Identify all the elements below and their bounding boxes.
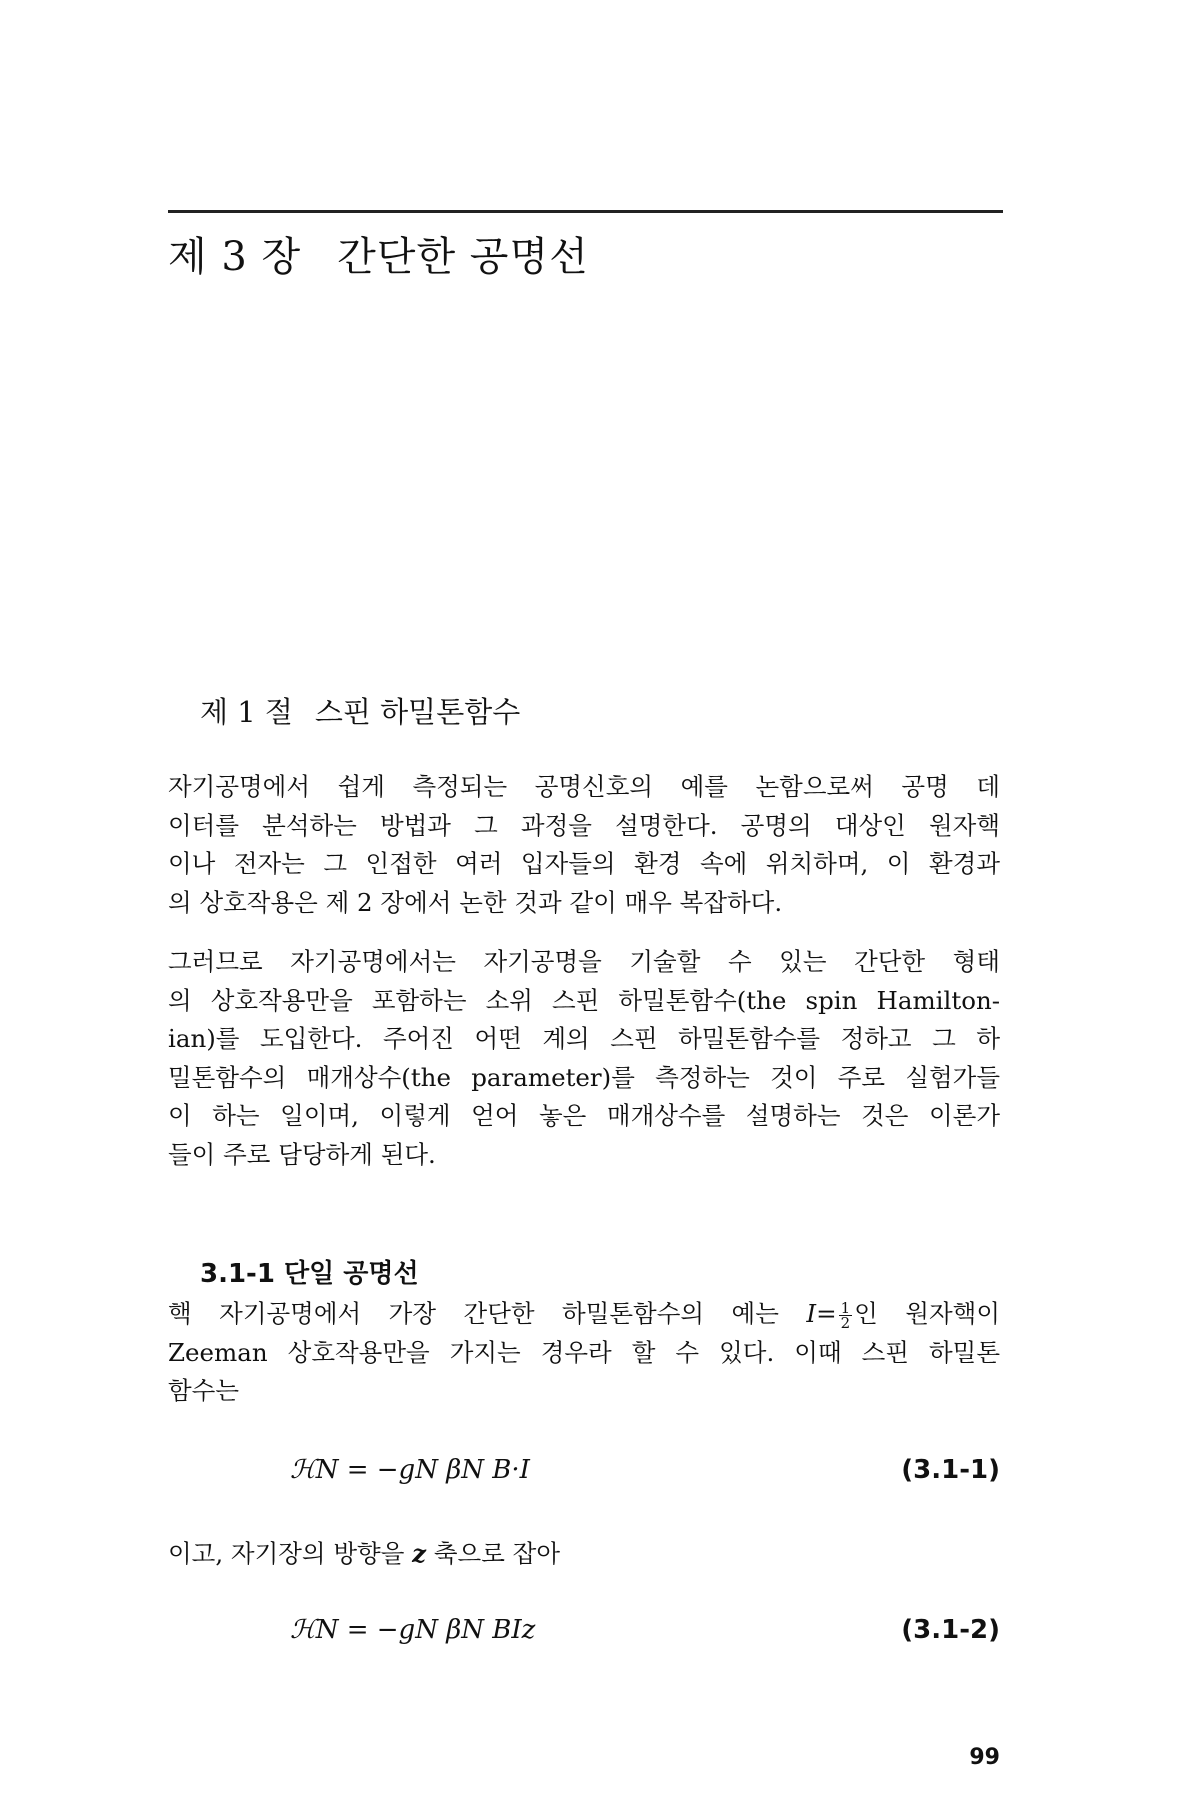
page-number: 99 <box>969 1745 1000 1770</box>
connecting-text <box>168 1535 560 1570</box>
paragraph-spin-hamiltonian <box>168 943 1000 1174</box>
section-title: 스핀 하밀톤함수 <box>314 695 521 729</box>
text-line: 이터를 분석하는 방법과 그 과정을 설명한다. 공명의 대상인 원자핵 <box>168 810 1000 840</box>
section-number: 제 1 절 <box>200 695 293 729</box>
equation-number: (3.1-1) <box>901 1455 1000 1485</box>
axis-variable: z <box>412 1539 427 1568</box>
text-line: Zeeman 상호작용만을 가지는 경우라 할 수 있다. 이때 스핀 하밀톤 <box>168 1337 1000 1367</box>
chapter-number: 제 3 장 <box>168 234 302 280</box>
chapter-rule <box>168 210 1003 213</box>
equation-number: (3.1-2) <box>901 1615 1000 1645</box>
text-line: 밀톤함수의 매개상수(the parameter)를 측정하는 것이 주로 실험가들 <box>168 1062 1000 1092</box>
text-line: 자기공명에서 쉽게 측정되는 공명신호의 예를 논함으로써 공명 데 <box>168 772 1000 801</box>
subsection-heading: 3.1-1 단일 공명선 <box>200 1259 419 1289</box>
chapter-title: 간단한 공명선 <box>337 234 589 280</box>
fraction-denominator: 2 <box>840 1314 851 1332</box>
text-line: 이 하는 일이며, 이렇게 얻어 놓은 매개상수를 설명하는 것은 이론가 <box>168 1101 1000 1130</box>
text-line: 그러므로 자기공명에서는 자기공명을 기술할 수 있는 간단한 형태 <box>168 947 1000 976</box>
text-line: 들이 주로 담당하게 된다. <box>168 1139 436 1169</box>
text-line <box>168 1295 1000 1334</box>
fraction-one-half <box>839 1301 853 1330</box>
text-fragment: 이고, 자기장의 방향을 <box>168 1539 405 1568</box>
equation-expression: ℋN = −gN βN B·I <box>290 1455 530 1485</box>
spin-variable: I <box>806 1299 817 1328</box>
paragraph-intro <box>168 768 1000 922</box>
text-line: 함수는 <box>168 1376 240 1405</box>
text-fragment: 인 원자핵이 <box>854 1299 1000 1328</box>
fraction-numerator: 1 <box>840 1299 851 1317</box>
equals-sign: = <box>816 1299 837 1328</box>
text-fragment: 축으로 잡아 <box>433 1539 561 1568</box>
equation-expression: ℋN = −gN βN BIz <box>290 1615 536 1645</box>
text-line: ian)를 도입한다. 주어진 어떤 계의 스핀 하밀톤함수를 정하고 그 하 <box>168 1024 1000 1053</box>
paragraph-single-line <box>168 1295 1000 1411</box>
text-line: 의 상호작용은 제 2 장에서 논한 것과 같이 매우 복잡하다. <box>168 887 783 917</box>
text-line: 이나 전자는 그 인접한 여러 입자들의 환경 속에 위치하며, 이 환경과 <box>168 849 1000 878</box>
section-heading <box>200 690 520 731</box>
text-line: 의 상호작용만을 포함하는 소위 스핀 하밀톤함수(the spin Hamilton- <box>168 985 1000 1015</box>
text-fragment: 핵 자기공명에서 가장 간단한 하밀톤함수의 예는 <box>168 1299 779 1328</box>
chapter-heading <box>168 225 589 282</box>
